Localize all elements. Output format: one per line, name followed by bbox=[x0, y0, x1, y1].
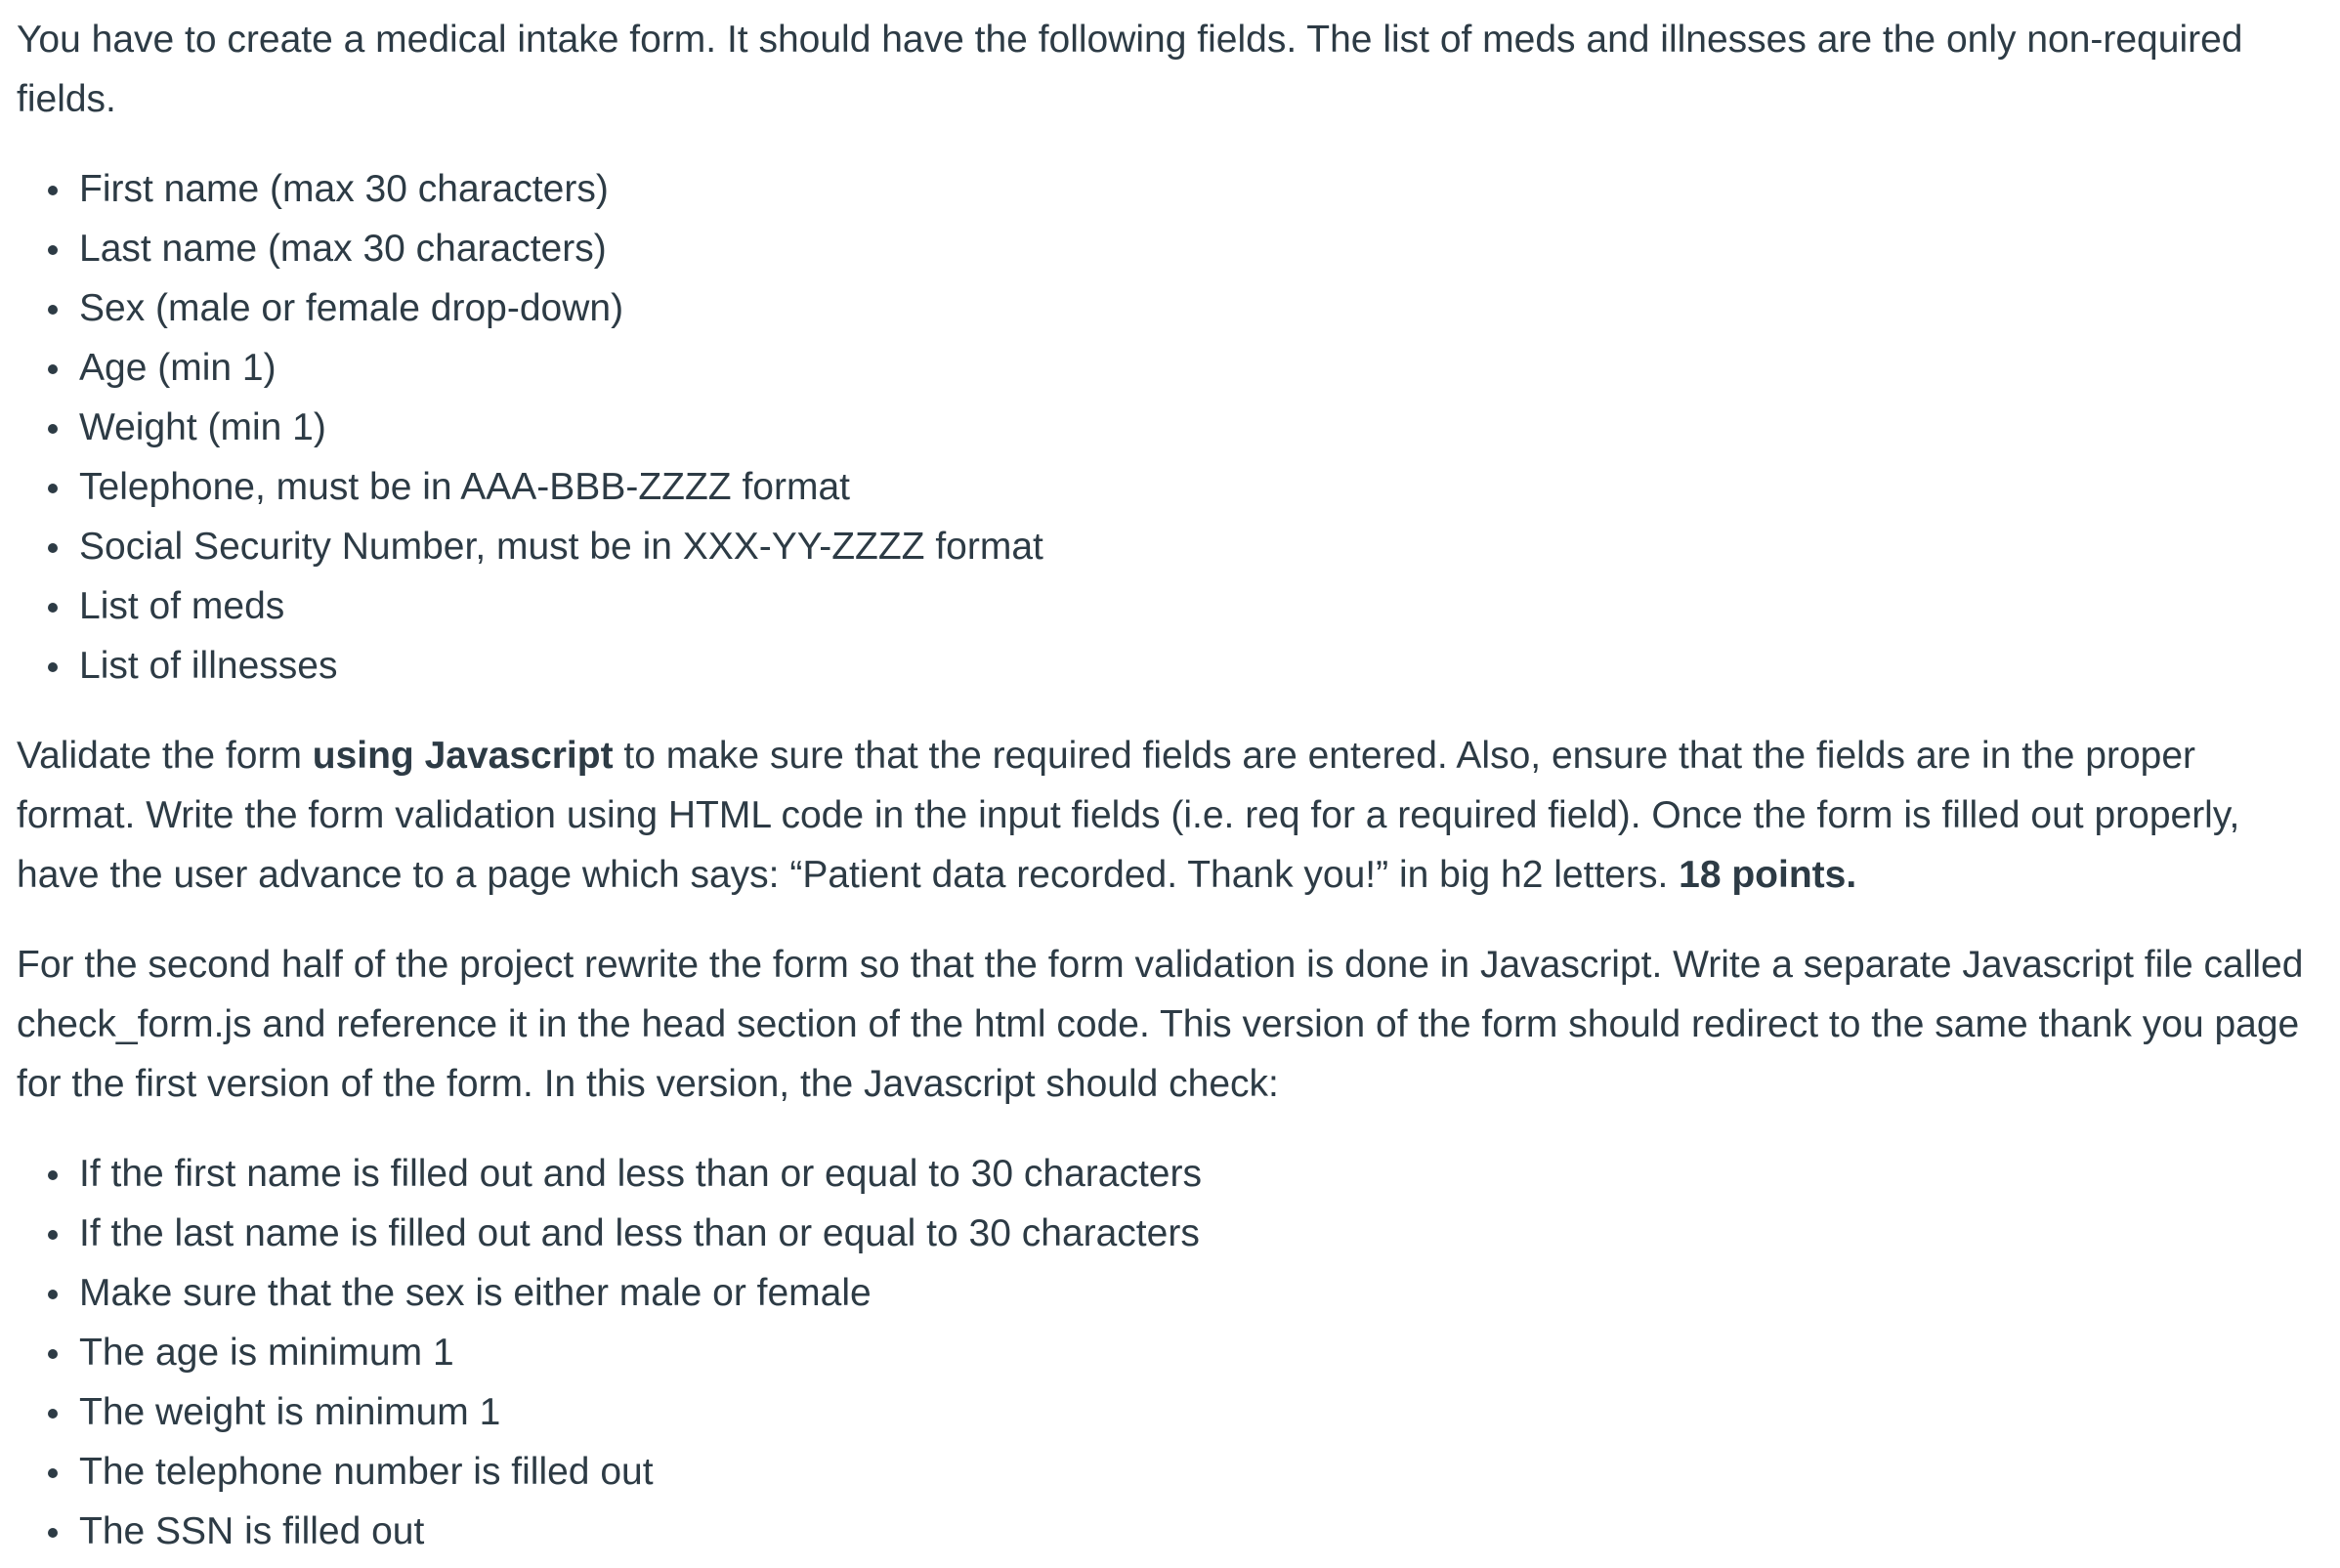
list-item: If the first name is filled out and less than or equal to 30 characters bbox=[79, 1144, 2307, 1204]
validation-emphasis: using Javascript bbox=[312, 735, 614, 777]
list-item: Weight (min 1) bbox=[79, 398, 2307, 457]
list-item: Last name (max 30 characters) bbox=[79, 219, 2307, 278]
list-item: Make sure that the sex is either male or female bbox=[79, 1263, 2307, 1323]
validation-paragraph bbox=[17, 726, 2307, 905]
list-item: List of meds bbox=[79, 576, 2307, 636]
validation-text-end: to make sure that the required fields are entered. Also, ensure that the fields are in the proper format. Write the form validation using HTML code in the input fields (i.e. req for a required field). Once the form is filled out properly, have the user advance to a page which says: “Patient data recorded. Thank you!” in big h2 letters. bbox=[17, 735, 2240, 896]
list-item: The weight is minimum 1 bbox=[79, 1382, 2307, 1442]
list-item: The SSN is filled out bbox=[79, 1502, 2307, 1561]
list-item: If the last name is filled out and less than or equal to 30 characters bbox=[79, 1204, 2307, 1263]
list-item: List of illnesses bbox=[79, 636, 2307, 696]
list-item: Sex (male or female drop-down) bbox=[79, 278, 2307, 338]
points-label: 18 points. bbox=[1679, 854, 1857, 896]
validation-text-start: Validate the form bbox=[17, 735, 313, 777]
required-fields-list bbox=[17, 159, 2307, 696]
list-item: Social Security Number, must be in XXX-YY-ZZZZ format bbox=[79, 517, 2307, 576]
list-item: Age (min 1) bbox=[79, 338, 2307, 398]
list-item: The telephone number is filled out bbox=[79, 1442, 2307, 1502]
intro-paragraph: You have to create a medical intake form. It should have the following fields. The list of meds and illnesses are the only non-required fields. bbox=[17, 19, 2243, 120]
second-half-paragraph: For the second half of the project rewrite the form so that the form validation is done in Javascript. Write a separate Javascript file called check_form.js and reference it in the head section of the html code. This version of the form should redirect to the same thank you page for the first version of the form. In this version, the Javascript should check: bbox=[17, 944, 2304, 1105]
javascript-checks-list bbox=[17, 1144, 2307, 1561]
list-item: Telephone, must be in AAA-BBB-ZZZZ format bbox=[79, 457, 2307, 517]
list-item: The age is minimum 1 bbox=[79, 1323, 2307, 1382]
list-item: First name (max 30 characters) bbox=[79, 159, 2307, 219]
